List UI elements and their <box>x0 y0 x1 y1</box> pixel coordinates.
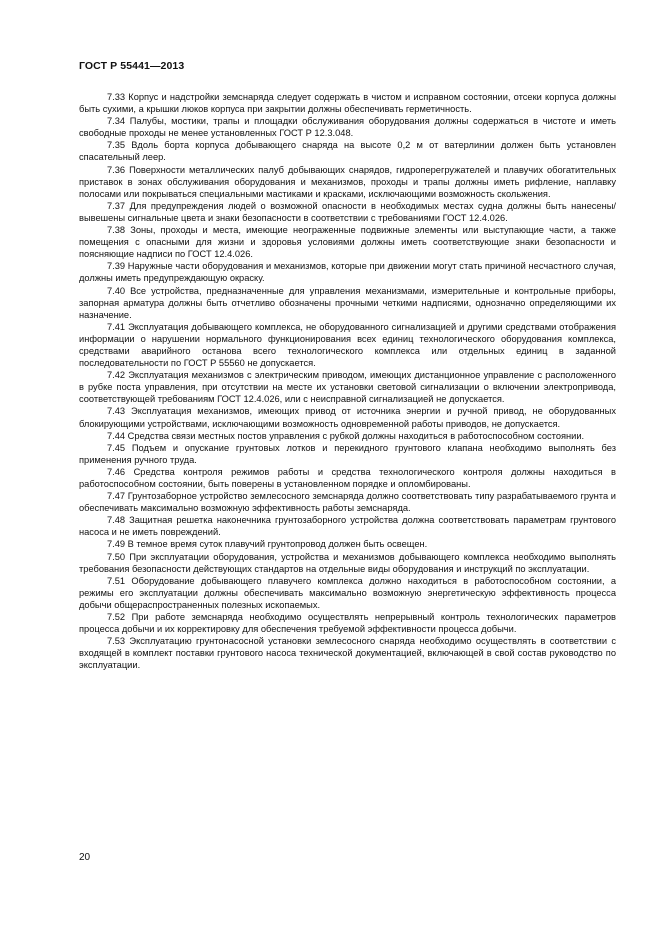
paragraph-7-52: 7.52 При работе земснаряда необходимо осуществлять непрерывный контроль технологических параметров процесса добычи и их корректировку для обеспечения требуемой эффективности процесса добычи. <box>79 612 616 635</box>
paragraph-7-50: 7.50 При эксплуатации оборудования, устройства и механизмов добывающего комплекса необходимо выполнять требования безопасности действующих стандартов на отдельные виды оборудования и инструкций по эксплуатации. <box>79 551 616 574</box>
paragraph-7-48: 7.48 Защитная решетка наконечника грунтозаборного устройства должна соответствовать параметрам грунтового насоса и не иметь повреждений. <box>79 515 616 538</box>
paragraph-7-43: 7.43 Эксплуатация механизмов, имеющих привод от источника энергии и ручной привод, не оборудованных блокирующими устройствами, исключающими возможность одновременной работы приводов, не допускается. <box>79 406 616 429</box>
paragraph-7-39: 7.39 Наружные части оборудования и механизмов, которые при движении могут стать причиной несчастного случая, должны иметь предупреждающую окраску. <box>79 261 616 284</box>
paragraph-7-49: 7.49 В темное время суток плавучий грунтопровод должен быть освещен. <box>107 539 428 550</box>
paragraph-7-46: 7.46 Средства контроля режимов работы и средства технологического контроля должны находиться в работоспособном состоянии, быть поверены в установленном порядке и опломбированы. <box>79 466 616 489</box>
paragraph-7-53: 7.53 Эксплуатацию грунтонасосной установки землесосного снаряда необходимо осуществлять в соответствии с входящей в комплект поставки грунтового насоса технической документацией, включающей в свой состав руководство по эксплуатации. <box>79 636 616 671</box>
paragraph-7-37: 7.37 Для предупреждения людей о возможной опасности в необходимых местах судна должны быть нанесены/вывешены сигнальные цвета и знаки безопасности в соответствии с требованиями ГОСТ 12.4.026. <box>79 200 616 223</box>
paragraph-7-51: 7.51 Оборудование добывающего плавучего комплекса должно находиться в работоспособном состоянии, а режимы его эксплуатации должны обеспечивать максимально возможную энергетическую эффективность процесса добычи общераспространенных полезных ископаемых. <box>79 575 616 610</box>
paragraph-7-40: 7.40 Все устройства, предназначенные для управления механизмами, измерительные и контрольные приборы, запорная арматура должны быть отчетливо обозначены прочными четкими надписями, однозначно определяющими их назначение. <box>79 285 616 320</box>
paragraph-7-44: 7.44 Средства связи местных постов управления с рубкой должны находиться в работоспособном состоянии. <box>107 430 585 441</box>
paragraph-7-33: 7.33 Корпус и надстройки земснаряда следует содержать в чистом и исправном состоянии, отсеки корпуса должны быть сухими, а крышки люков корпуса при закрытии должны обеспечивать герметичность. <box>79 92 616 115</box>
paragraph-7-38: 7.38 Зоны, проходы и места, имеющие неограженные подвижные элементы или выступающие части, а также помещения с опасными для жизни и здоровья условиями должны иметь соответствующие знаки безопасности и поясняющие надписи по ГОСТ 12.4.026. <box>79 225 616 260</box>
paragraph-7-41: 7.41 Эксплуатация добывающего комплекса, не оборудованного сигнализацией и другими средствами отображения информации о нарушении нормального функционирования всех единиц технологического оборудования комплекса, средствами аварийного останова всего технологического комплекса или отдельных единиц в заданной последовательности по ГОСТ Р 55560 не допускается. <box>79 321 616 369</box>
paragraph-7-36: 7.36 Поверхности металлических палуб добывающих снарядов, гидроперегружателей и плавучих обогатительных приставок в зонах обслуживания оборудования и механизмов, проходы и трапы должны иметь рифление, наплавку полосами или покрываться специальными мастиками и красками, исключающими возможность скольжения. <box>79 164 616 199</box>
paragraph-7-45: 7.45 Подъем и опускание грунтовых лотков и перекидного грунтового клапана необходимо выполнять без применения ручного труда. <box>79 442 616 465</box>
paragraph-7-34: 7.34 Палубы, мостики, трапы и площадки обслуживания оборудования должны содержаться в чистоте и иметь свободные проходы не менее установленных ГОСТ Р 12.3.048. <box>79 116 616 139</box>
paragraph-7-35: 7.35 Вдоль борта корпуса добывающего снаряда на высоте 0,2 м от ватерлинии должен быть установлен спасательный леер. <box>79 140 616 163</box>
document-header: ГОСТ Р 55441—2013 <box>79 60 185 72</box>
document-body <box>79 91 616 672</box>
paragraph-7-42: 7.42 Эксплуатация механизмов с электрическим приводом, имеющих дистанционное управление с расположенного в рубке поста управления, при отсутствии на месте их установки световой сигнализации о включении электропривода, соответствующей требованиям ГОСТ 12.4.026, или с неисправной сигнализацией не допускается. <box>79 370 616 405</box>
page-number: 20 <box>79 852 91 863</box>
paragraph-7-47: 7.47 Грунтозаборное устройство землесосного земснаряда должно соответствовать типу разрабатываемого грунта и обеспечивать максимально возможную эффективность работы земснаряда. <box>79 491 616 514</box>
